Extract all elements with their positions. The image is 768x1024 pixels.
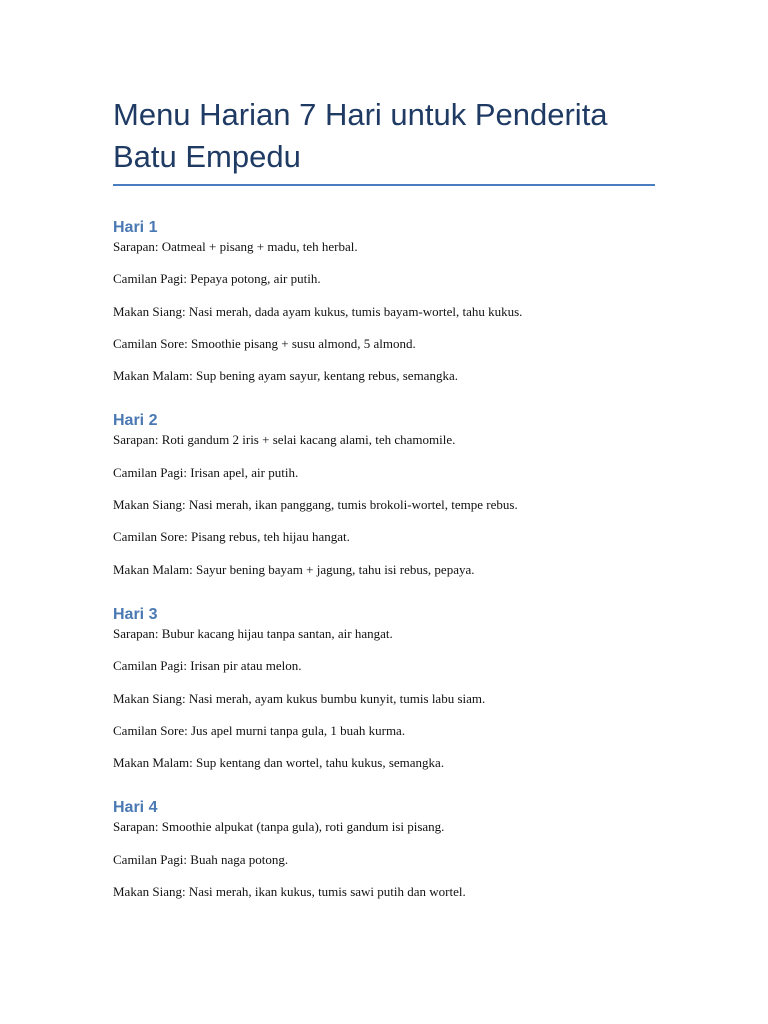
meal-item: Camilan Pagi: Irisan pir atau melon. [113,658,302,674]
title-underline-divider [113,184,655,186]
meal-item: Camilan Pagi: Pepaya potong, air putih. [113,271,321,287]
meal-item: Camilan Pagi: Buah naga potong. [113,851,289,867]
meal-item: Makan Malam: Sayur bening bayam + jagung, tahu isi rebus, pepaya. [113,561,475,577]
meal-item: Sarapan: Smoothie alpukat (tanpa gula), roti gandum isi pisang. [113,819,445,835]
meal-item: Sarapan: Oatmeal + pisang + madu, teh herbal. [113,239,358,254]
meal-item: Makan Siang: Nasi merah, ikan panggang, tumis brokoli-wortel, tempe rebus. [113,497,518,513]
meal-item: Makan Siang: Nasi merah, dada ayam kukus, tumis bayam-wortel, tahu kukus. [113,303,523,319]
meal-item: Camilan Pagi: Irisan apel, air putih. [113,464,299,480]
day-heading: Hari 3 [113,605,158,623]
meal-item: Camilan Sore: Jus apel murni tanpa gula, 1 buah kurma. [113,722,406,738]
meal-item: Makan Malam: Sup bening ayam sayur, kentang rebus, semangka. [113,368,458,384]
page-title: Menu Harian 7 Hari untuk Penderita Batu Empedu [113,97,608,174]
day-section-4 [113,797,658,916]
meal-item: Camilan Sore: Smoothie pisang + susu almond, 5 almond. [113,335,416,351]
meal-item: Makan Siang: Nasi merah, ikan kukus, tumis sawi putih dan wortel. [113,884,466,900]
document-page [113,94,658,916]
meal-item: Sarapan: Roti gandum 2 iris + selai kacang alami, teh chamomile. [113,432,456,448]
day-section-3 [113,604,658,787]
day-heading: Hari 4 [113,799,158,817]
day-section-1 [113,217,658,400]
day-heading: Hari 2 [113,412,158,430]
day-section-2 [113,410,658,593]
meal-item: Makan Siang: Nasi merah, ayam kukus bumbu kunyit, tumis labu siam. [113,690,486,706]
meal-item: Sarapan: Bubur kacang hijau tanpa santan, air hangat. [113,625,393,641]
meal-item: Camilan Sore: Pisang rebus, teh hijau hangat. [113,529,350,545]
day-heading: Hari 1 [113,219,158,236]
meal-item: Makan Malam: Sup kentang dan wortel, tahu kukus, semangka. [113,755,445,771]
